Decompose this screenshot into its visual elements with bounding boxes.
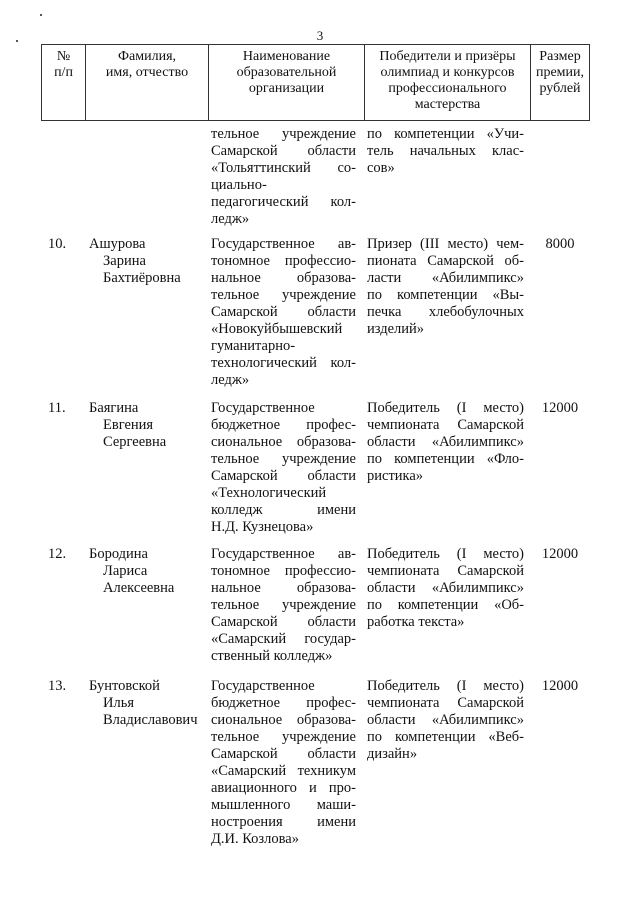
header-num-line: № xyxy=(56,49,71,64)
winners-line: Победитель (I место) xyxy=(367,546,524,562)
org-line: «Самарский государ- xyxy=(211,631,356,647)
org-line: педагогический кол- xyxy=(211,194,356,210)
org-line: сиональное образова- xyxy=(211,712,356,728)
org-line: тельное учреждение xyxy=(211,597,356,613)
org-line: нальное образова- xyxy=(211,580,356,596)
org-line: Н.Д. Кузнецова» xyxy=(211,519,314,535)
first-name: Лариса xyxy=(103,563,148,579)
org-line: «Самарский техникум xyxy=(211,763,356,779)
org-line: тельное учреждение xyxy=(211,287,356,303)
org-line: ностроения имени xyxy=(211,814,356,830)
winners-line: области «Абилимпикс» xyxy=(367,580,524,596)
org-line: ледж» xyxy=(211,211,250,227)
org-line: «Новокуйбышевский xyxy=(211,321,343,337)
header-winners-line: олимпиад и конкурсов xyxy=(380,65,515,80)
org-line: Самарской области xyxy=(211,304,356,320)
winners-line: по компетенции «Об- xyxy=(367,597,524,613)
org-line: тономное профессио- xyxy=(211,253,356,269)
org-line: «Технологический xyxy=(211,485,327,501)
winners-line: Победитель (I место) xyxy=(367,400,524,416)
header-prize-line: Размер xyxy=(539,49,581,64)
person-name xyxy=(89,546,201,597)
org-line: колледж имени xyxy=(211,502,356,518)
org-line: Государственное ав- xyxy=(211,546,356,562)
header-num xyxy=(42,45,86,121)
winners-line: по компетенции «Учи- xyxy=(367,126,524,142)
org-line: технологический кол- xyxy=(211,355,356,371)
surname: Баягина xyxy=(89,400,139,416)
winners-line: пионата Самарской об- xyxy=(367,253,524,269)
winners-line: ласти «Абилимпикс» xyxy=(367,270,524,286)
winners-line: Призер (III место) чем- xyxy=(367,236,524,252)
patronymic: Владиславович xyxy=(103,712,198,728)
winners-line: печка хлебобулочных xyxy=(367,304,524,320)
org-line: тельное учреждение xyxy=(211,126,356,142)
scan-speck xyxy=(40,14,42,16)
winners-line: по компетенции «Фло- xyxy=(367,451,524,467)
winners-line: по компетенции «Веб- xyxy=(367,729,524,745)
winners-line: области «Абилимпикс» xyxy=(367,434,524,450)
person-name xyxy=(89,400,201,451)
row-number: 13. xyxy=(48,678,67,694)
header-prize-line: рублей xyxy=(539,81,581,96)
org-cell xyxy=(211,546,356,665)
first-name: Илья xyxy=(103,695,134,711)
header-winners-line: профессионального xyxy=(388,81,507,96)
org-line: Самарской области xyxy=(211,468,356,484)
header-org-line: Наименование xyxy=(242,49,331,64)
org-line: мышленного маши- xyxy=(211,797,356,813)
winners-line: по компетенции «Вы- xyxy=(367,287,524,303)
winners-line: чемпионата Самарской xyxy=(367,563,524,579)
prize-amount: 12000 xyxy=(541,546,579,562)
header-winners xyxy=(365,45,531,121)
winners-line: работка текста» xyxy=(367,614,465,630)
header-prize-line: премии, xyxy=(535,65,585,80)
org-cell xyxy=(211,400,356,536)
org-line: бюджетное профес- xyxy=(211,695,356,711)
winners-cell xyxy=(367,678,524,763)
org-line: бюджетное профес- xyxy=(211,417,356,433)
header-winners-line: Победители и призёры xyxy=(379,49,516,64)
winners-line: тель начальных клас- xyxy=(367,143,524,159)
surname: Ашурова xyxy=(89,236,146,252)
org-line: «Тольяттинский со- xyxy=(211,160,356,176)
header-num-line: п/п xyxy=(54,65,73,80)
surname: Бородина xyxy=(89,546,148,562)
winners-line: ристика» xyxy=(367,468,424,484)
org-line: Самарской области xyxy=(211,746,356,762)
org-line: Самарской области xyxy=(211,614,356,630)
winners-cell xyxy=(367,126,524,177)
winners-line: области «Абилимпикс» xyxy=(367,712,524,728)
winners-cell xyxy=(367,236,524,338)
org-line: Государственное ав- xyxy=(211,236,356,252)
person-name xyxy=(89,236,201,287)
prize-amount: 8000 xyxy=(545,236,575,252)
first-name: Евгения xyxy=(103,417,154,433)
org-cell xyxy=(211,126,356,228)
org-line: Самарской области xyxy=(211,143,356,159)
winners-cell xyxy=(367,546,524,631)
header-name-line: Фамилия, xyxy=(117,49,177,64)
winners-line: сов» xyxy=(367,160,395,176)
table-header xyxy=(41,44,590,121)
patronymic: Бахтиёровна xyxy=(103,270,181,286)
org-line: нальное образова- xyxy=(211,270,356,286)
winners-line: чемпионата Самарской xyxy=(367,417,524,433)
prize-amount: 12000 xyxy=(541,400,579,416)
org-line: тельное учреждение xyxy=(211,451,356,467)
surname: Бунтовской xyxy=(89,678,160,694)
org-cell xyxy=(211,236,356,389)
org-line: Д.И. Козлова» xyxy=(211,831,299,847)
org-line: сиональное образова- xyxy=(211,434,356,450)
org-line: тономное профессио- xyxy=(211,563,356,579)
page-number: 3 xyxy=(316,28,324,43)
org-line: Государственное xyxy=(211,678,315,694)
org-line: тельное учреждение xyxy=(211,729,356,745)
winners-line: изделий» xyxy=(367,321,425,337)
header-winners-line: мастерства xyxy=(414,97,481,112)
person-name xyxy=(89,678,201,729)
org-line: Государственное xyxy=(211,400,315,416)
winners-line: дизайн» xyxy=(367,746,418,762)
org-cell xyxy=(211,678,356,848)
prize-amount: 12000 xyxy=(541,678,579,694)
row-number: 11. xyxy=(48,400,66,416)
winners-line: Победитель (I место) xyxy=(367,678,524,694)
row-number: 12. xyxy=(48,546,67,562)
winners-line: чемпионата Самарской xyxy=(367,695,524,711)
patronymic: Алексеевна xyxy=(103,580,175,596)
header-org-line: образовательной xyxy=(236,65,337,80)
org-line: циально- xyxy=(211,177,267,193)
header-prize xyxy=(531,45,590,121)
org-line: ственный колледж» xyxy=(211,648,333,664)
header-org xyxy=(209,45,365,121)
winners-cell xyxy=(367,400,524,485)
org-line: ледж» xyxy=(211,372,250,388)
patronymic: Сергеевна xyxy=(103,434,167,450)
row-number: 10. xyxy=(48,236,67,252)
first-name: Зарина xyxy=(103,253,146,269)
header-name-line: имя, отчество xyxy=(105,65,189,80)
header-org-line: организации xyxy=(248,81,325,96)
org-line: гуманитарно- xyxy=(211,338,296,354)
org-line: авиационного и про- xyxy=(211,780,356,796)
header-name xyxy=(86,45,209,121)
